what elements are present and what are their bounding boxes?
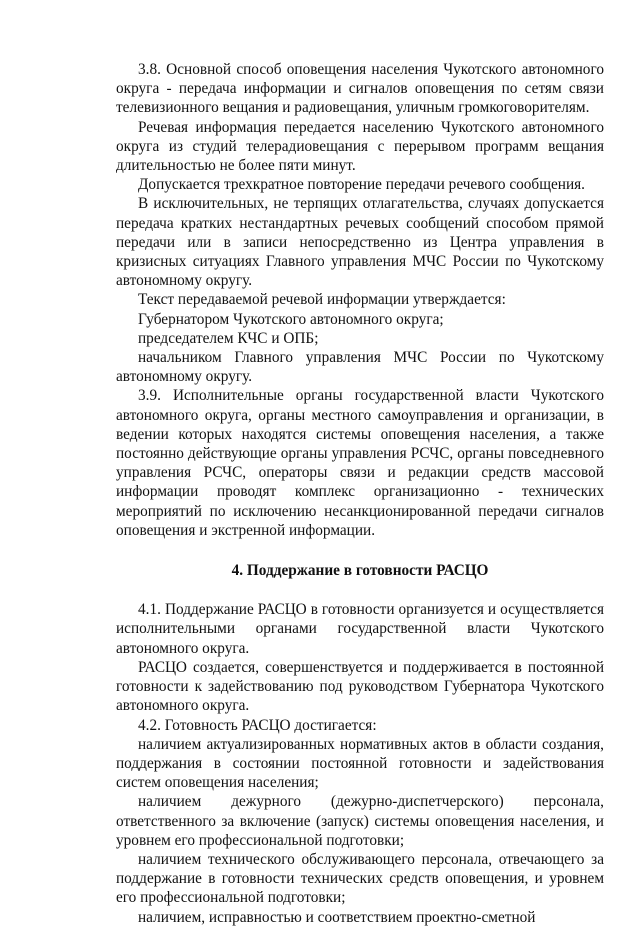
paragraph-3-8: 3.8. Основной способ оповещения населения Чукотского автономного округа - передача информации и сигналов оповещения по сетям связи телевизионного вещания и радиовещания, уличным громкоговорителям. [116,61,604,117]
paragraph-readiness-tech-staff: наличием технического обслуживающего персонала, отвечающего за поддержание в готовности технических средств оповещения, и уровнем его профессиональной подготовки; [116,850,604,907]
paragraph-speech-info: Речевая информация передается населению Чукотского автономного округа из студий телерадиовещания с перерывом программ вещания длительностью не более пяти минут. [116,118,604,175]
section-heading: 4. Поддержание в готовности РАСЦО [231,562,489,580]
paragraph-approver-mchs: начальником Главного управления МЧС России по Чукотскому автономному округу. [116,349,604,386]
paragraph-readiness-duty-staff: наличием дежурного (дежурно-диспетчерского) персонала, ответственного за включение (запуск) системы оповещения населения, и уровнем его профессиональной подготовки; [116,793,604,849]
paragraph-approver-kchs: председателем КЧС и ОПБ; [138,329,319,347]
paragraph-readiness-design-docs: наличием, исправностью и соответствием проектно-сметной [138,908,536,926]
paragraph-text-approved: Текст передаваемой речевой информации утверждается: [138,291,506,309]
document-page [116,60,604,927]
section-3-block [116,60,604,540]
paragraph-4-2: 4.2. Готовность РАСЦО достигается: [138,716,377,734]
paragraph-3-9: 3.9. Исполнительные органы государственной власти Чукотского автономного округа, органы местного самоуправления и организации, в ведении которых находятся системы оповещения населения, а также постоянно действующие органы управления РСЧС, органы повседневного управления РСЧС, операторы связи и редакции средств массовой информации проводят комплекс организационно - технических мероприятий по исключению несанкционированной передачи сигналов оповещения и экстренной информации. [116,387,604,539]
section-4-block [116,600,604,926]
paragraph-4-1: 4.1. Поддержание РАСЦО в готовности организуется и осуществляется исполнительными органами государственной власти Чукотского автономного округа. [116,601,604,657]
paragraph-readiness-acts: наличием актуализированных нормативных актов в области создания, поддержания в состоянии постоянной готовности и задействования систем оповещения населения; [116,735,604,792]
paragraph-repeat: Допускается трехкратное повторение передачи речевого сообщения. [138,176,586,194]
paragraph-exceptional: В исключительных, не терпящих отлагательства, случаях допускается передача кратких нестандартных речевых сообщений способом прямой передачи или в записи непосредственно из Центра управления в кризисных ситуациях Главного управления МЧС России по Чукотскому автономному округу. [116,195,604,290]
paragraph-rasco-created: РАСЦО создается, совершенствуется и поддерживается в постоянной готовности к задействованию под руководством Губернатора Чукотского автономного округа. [116,658,604,715]
paragraph-approver-governor: Губернатором Чукотского автономного округа; [138,310,444,328]
